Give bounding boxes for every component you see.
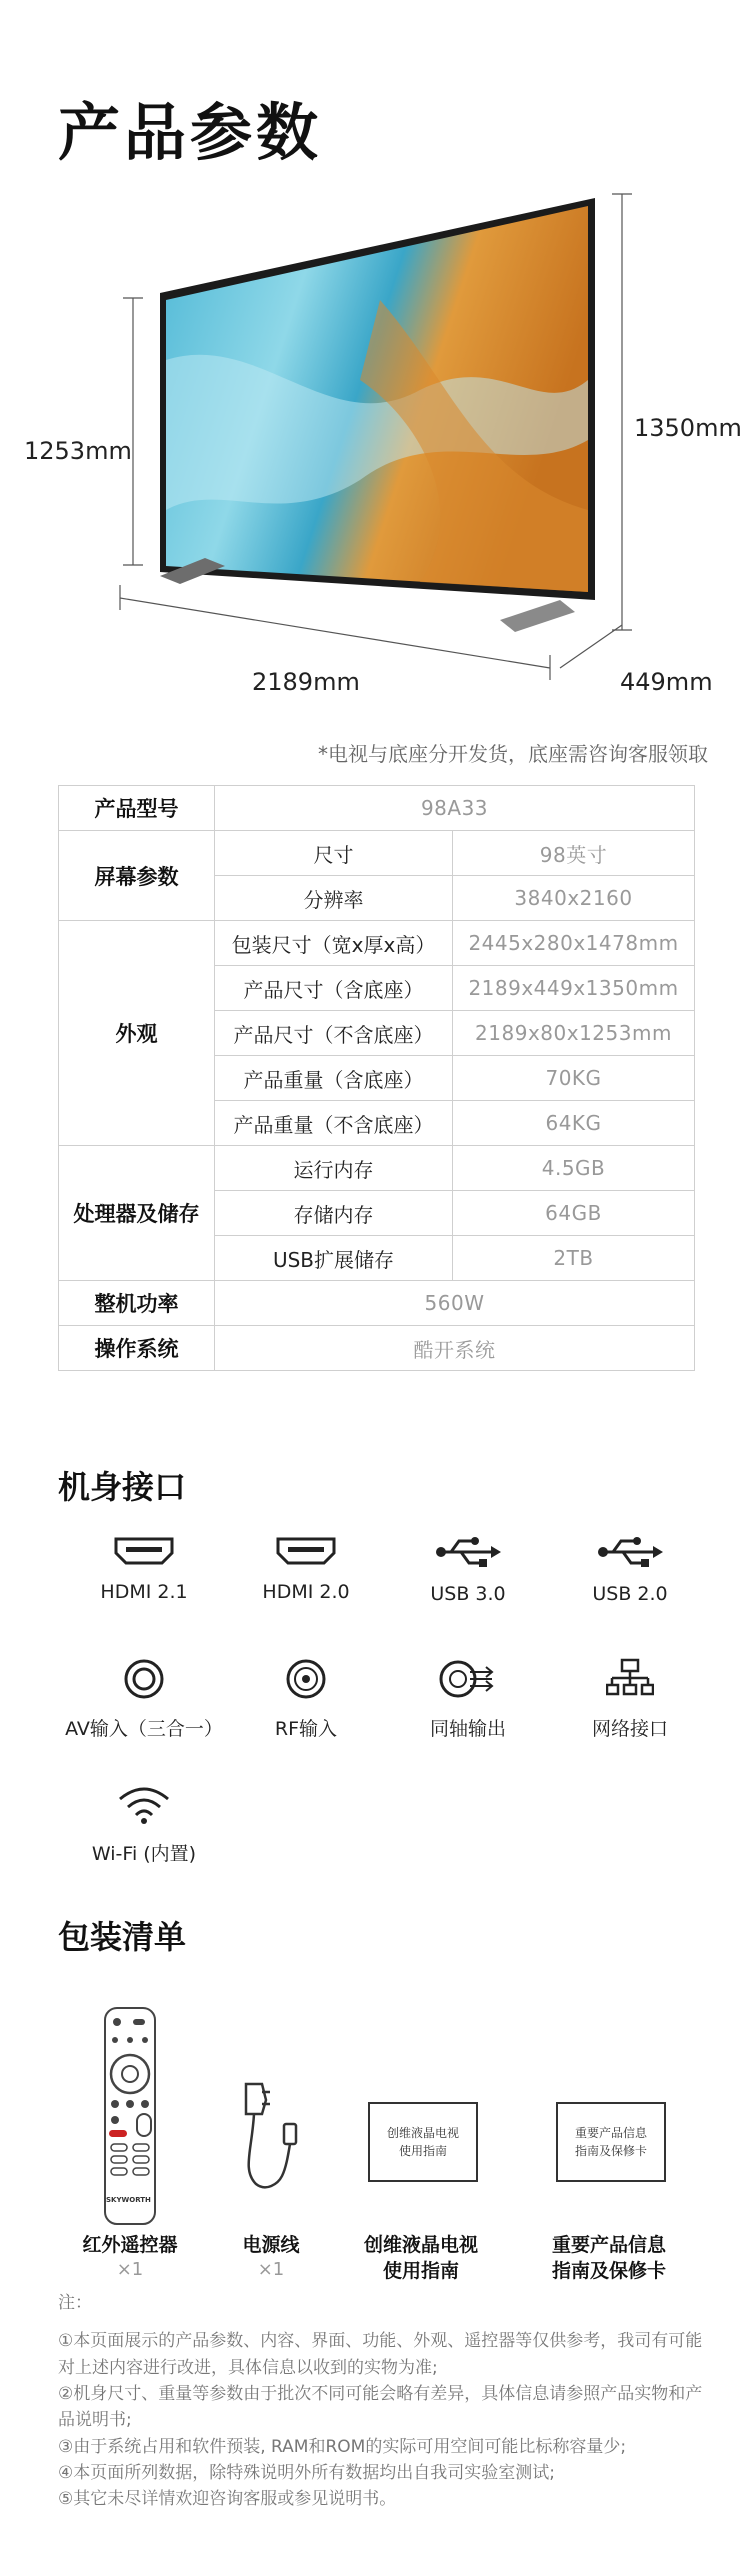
note-line: ⑤其它未尽详情欢迎咨询客服或参见说明书。 [58,2489,397,2510]
package-item-name: 重要产品信息 指南及保修卡 [551,2234,666,2282]
info-card-image [556,2102,666,2182]
power-cord-image [232,2080,302,2200]
interface-label: 网络接口 [591,1718,668,1740]
package-item-name: 红外遥控器 [82,2234,178,2256]
interface-usb-30 [388,1535,548,1605]
package-title: 包装清单 [58,1918,187,1956]
specs-table [58,785,695,1371]
hdmi-icon [274,1535,338,1567]
interface-label: HDMI 2.1 [100,1581,188,1603]
page-title: 产品参数 [58,96,323,169]
interface-label: USB 3.0 [430,1583,506,1605]
ram-label: 运行内存 [215,1146,453,1191]
info-card-cover-text: 重要产品信息 指南及保修卡 [574,2126,647,2158]
interface-av-input [64,1658,224,1741]
table-row [59,1281,695,1326]
package-size-value: 2445x280x1478mm [453,921,695,966]
os-label: 操作系统 [59,1326,215,1371]
package-item-qty: ×1 [257,2258,285,2280]
package-item-user-manual [346,2233,496,2284]
interface-rf-input [226,1658,386,1741]
package-item-name: 电源线 [242,2234,300,2256]
size-label: 尺寸 [215,831,453,876]
user-manual-cover-text: 创维液晶电视 使用指南 [386,2126,459,2158]
height-with-stand-label: 1350mm [634,414,742,442]
coaxial-icon [438,1658,498,1700]
wifi-icon [116,1785,172,1825]
interface-label: AV输入（三合一） [65,1718,223,1740]
size-no-stand-value: 2189x80x1253mm [453,1011,695,1056]
interfaces-title: 机身接口 [58,1468,187,1506]
depth-label: 449mm [620,668,713,696]
height-no-stand-label: 1253mm [24,437,132,465]
usb-icon [433,1535,503,1569]
table-row [59,831,695,876]
notes [58,2290,708,2513]
weight-no-stand-value: 64KG [453,1101,695,1146]
appearance-label: 外观 [59,921,215,1146]
note-line: ②机身尺寸、重量等参数由于批次不同可能会略有差异，具体信息请参照产品实物和产品说明书; [58,2384,703,2431]
interface-hdmi-21 [64,1535,224,1603]
interface-label: USB 2.0 [592,1583,668,1605]
resolution-label: 分辨率 [215,876,453,921]
usb-icon [595,1535,665,1569]
package-item-qty: ×1 [116,2258,144,2280]
notes-title: 注： [58,2293,92,2313]
weight-with-stand-value: 70KG [453,1056,695,1101]
note-line: ①本页面展示的产品参数、内容、界面、功能、外观、遥控器等仅供参考，我司有可能对上述内容进行改进，具体信息以收到的实物为准; [58,2331,703,2378]
weight-no-stand-label: 产品重量（不含底座） [215,1101,453,1146]
model-value: 98A33 [215,786,695,831]
power-value: 560W [215,1281,695,1326]
size-no-stand-label: 产品尺寸（不含底座） [215,1011,453,1056]
user-manual-image [368,2102,478,2182]
interface-hdmi-20 [226,1535,386,1603]
package-size-label: 包装尺寸（宽x厚x高） [215,921,453,966]
interface-coaxial-output [388,1658,548,1741]
resolution-value: 3840x2160 [453,876,695,921]
interface-wifi [64,1785,224,1866]
tv-base-right [500,600,575,632]
ram-value: 4.5GB [453,1146,695,1191]
usb-storage-value: 2TB [453,1236,695,1281]
interface-label: Wi-Fi (内置) [91,1843,197,1865]
size-with-stand-label: 产品尺寸（含底座） [215,966,453,1011]
interface-network [550,1658,710,1741]
table-row [59,921,695,966]
av-icon [123,1658,165,1700]
usb-storage-label: USB扩展储存 [215,1236,453,1281]
size-value: 98英寸 [453,831,695,876]
note-line: ③由于系统占用和软件预装, RAM和ROM的实际可用空间可能比标称容量少; [58,2436,627,2457]
table-row [59,786,695,831]
hdmi-icon [112,1535,176,1567]
network-icon [606,1658,654,1700]
table-row [59,1146,695,1191]
rf-icon [285,1658,327,1700]
processor-label: 处理器及储存 [59,1146,215,1281]
remote-brand-label: SKYWORTH [106,2196,151,2204]
rom-value: 64GB [453,1191,695,1236]
screen-label: 屏幕参数 [59,831,215,921]
package-item-remote [55,2233,205,2280]
size-with-stand-value: 2189x449x1350mm [453,966,695,1011]
package-item-name: 创维液晶电视 使用指南 [363,2234,478,2282]
interface-label: RF输入 [274,1718,338,1740]
weight-with-stand-label: 产品重量（含底座） [215,1056,453,1101]
note-line: ④本页面所列数据，除特殊说明外所有数据均出自我司实验室测试; [58,2463,555,2484]
stand-shipping-note: *电视与底座分开发货，底座需咨询客服领取 [318,742,708,766]
interface-label: HDMI 2.0 [262,1581,350,1603]
rom-label: 存储内存 [215,1191,453,1236]
os-value: 酷开系统 [215,1326,695,1371]
table-row [59,1326,695,1371]
package-item-info-card [534,2233,684,2284]
interface-label: 同轴输出 [429,1718,506,1740]
remote-control-image [103,2006,157,2226]
width-label: 2189mm [252,668,360,696]
power-label: 整机功率 [59,1281,215,1326]
interface-usb-20 [550,1535,710,1605]
model-label: 产品型号 [59,786,215,831]
package-item-power-cord [196,2233,346,2280]
